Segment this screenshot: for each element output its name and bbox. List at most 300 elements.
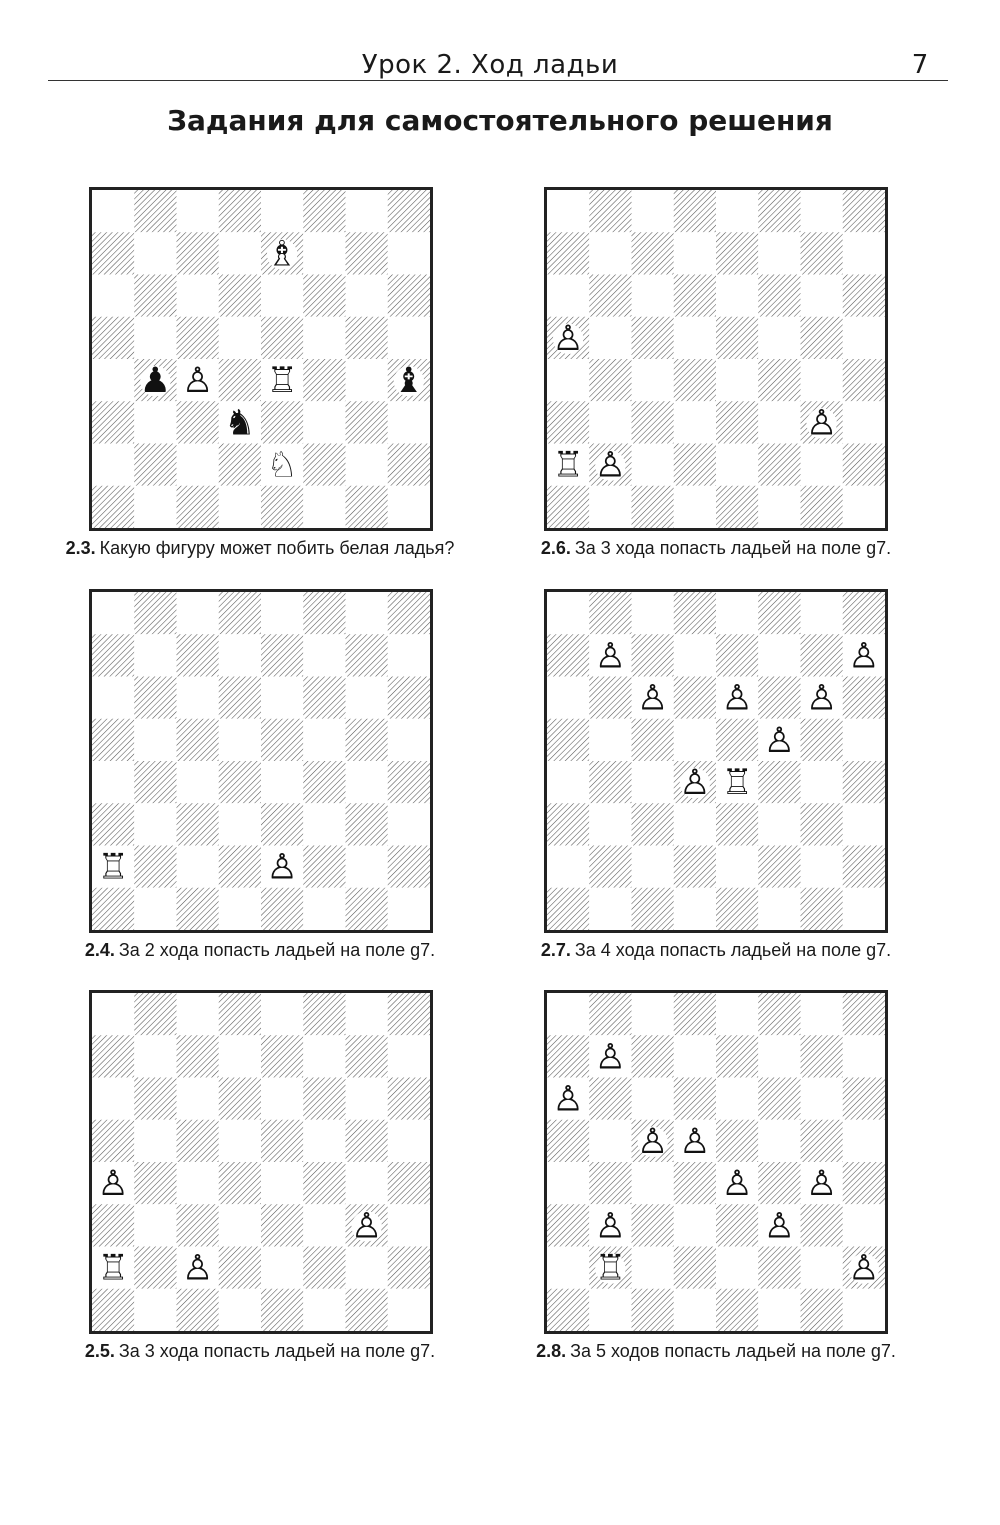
light-square xyxy=(632,1247,674,1289)
light-square xyxy=(134,401,176,443)
white-pawn-icon: ♙ xyxy=(679,1121,711,1162)
dark-square xyxy=(843,677,885,719)
dark-square xyxy=(134,993,176,1035)
light-square xyxy=(547,1162,589,1204)
dark-square xyxy=(716,1289,758,1331)
light-square xyxy=(547,993,589,1035)
light-square xyxy=(632,359,674,401)
light-square xyxy=(758,232,800,274)
dark-square xyxy=(346,888,388,930)
section-title: Задания для самостоятельного решения xyxy=(167,104,833,137)
light-square xyxy=(303,1035,345,1077)
light-square xyxy=(674,317,716,359)
dark-square xyxy=(589,275,631,317)
light-square xyxy=(261,592,303,634)
light-square xyxy=(632,846,674,888)
light-square xyxy=(674,1289,716,1331)
dark-square xyxy=(632,888,674,930)
dark-square xyxy=(674,993,716,1035)
light-square xyxy=(388,634,430,676)
light-square xyxy=(801,846,843,888)
light-square xyxy=(758,317,800,359)
diagram-caption xyxy=(50,1341,470,1362)
white-pawn-icon: ♙ xyxy=(350,1206,383,1247)
white-pawn-icon: ♙ xyxy=(848,636,880,677)
light-square xyxy=(801,1078,843,1120)
light-square xyxy=(843,317,885,359)
light-square xyxy=(346,444,388,486)
light-square xyxy=(92,359,134,401)
black-knight-icon: ♞ xyxy=(224,403,256,444)
light-square xyxy=(261,993,303,1035)
board-grid xyxy=(92,592,430,930)
light-square xyxy=(134,634,176,676)
dark-square xyxy=(219,846,261,888)
white-pawn-icon: ♙ xyxy=(763,1206,796,1247)
board-grid xyxy=(547,190,885,528)
dark-square xyxy=(346,719,388,761)
dark-square xyxy=(547,232,589,274)
dark-square xyxy=(843,846,885,888)
dark-square xyxy=(388,1162,430,1204)
dark-square xyxy=(303,1162,345,1204)
dark-square xyxy=(346,634,388,676)
dark-square xyxy=(219,677,261,719)
diagram-task-text: Какую фигуру может побить белая ладья? xyxy=(99,538,455,558)
light-square xyxy=(346,846,388,888)
dark-square xyxy=(92,1035,134,1077)
dark-square xyxy=(92,888,134,930)
light-square xyxy=(388,401,430,443)
chess-board xyxy=(89,589,433,933)
light-square xyxy=(177,275,219,317)
dark-square xyxy=(632,719,674,761)
dark-square xyxy=(632,1289,674,1331)
light-square xyxy=(674,1035,716,1077)
diagram-caption xyxy=(50,538,470,559)
dark-square xyxy=(843,592,885,634)
white-pawn-icon: ♙ xyxy=(805,678,838,719)
board-grid xyxy=(92,993,430,1331)
dark-square xyxy=(261,719,303,761)
dark-square xyxy=(589,592,631,634)
light-square xyxy=(589,1289,631,1331)
dark-square xyxy=(716,803,758,845)
dark-square xyxy=(177,803,219,845)
light-square xyxy=(547,275,589,317)
white-pawn-icon: ♙ xyxy=(97,1164,129,1205)
light-square xyxy=(632,275,674,317)
black-pawn-icon: ♟ xyxy=(139,361,172,402)
dark-square xyxy=(632,486,674,528)
light-square xyxy=(388,803,430,845)
dark-square xyxy=(303,359,345,401)
dark-square xyxy=(547,1035,589,1077)
dark-square xyxy=(261,803,303,845)
dark-square xyxy=(843,993,885,1035)
dark-square xyxy=(843,444,885,486)
dark-square xyxy=(134,1162,176,1204)
light-square xyxy=(92,993,134,1035)
dark-square xyxy=(177,401,219,443)
light-square xyxy=(758,803,800,845)
light-square xyxy=(801,190,843,232)
dark-square xyxy=(843,190,885,232)
dark-square xyxy=(674,677,716,719)
diagram-number: 2.5. xyxy=(84,1341,115,1361)
dark-square xyxy=(303,1078,345,1120)
white-pawn-icon: ♙ xyxy=(594,636,627,677)
light-square xyxy=(388,1120,430,1162)
white-rook-icon: ♖ xyxy=(266,361,298,402)
light-square xyxy=(134,1035,176,1077)
light-square xyxy=(674,719,716,761)
dark-square xyxy=(674,1162,716,1204)
light-square xyxy=(843,486,885,528)
dark-square xyxy=(388,592,430,634)
light-square xyxy=(134,317,176,359)
light-square xyxy=(589,719,631,761)
white-rook-icon: ♖ xyxy=(721,763,753,804)
dark-square xyxy=(843,1162,885,1204)
light-square xyxy=(303,803,345,845)
light-square xyxy=(589,486,631,528)
white-pawn-icon: ♙ xyxy=(679,763,711,804)
light-square xyxy=(219,1204,261,1246)
light-square xyxy=(547,592,589,634)
light-square xyxy=(589,888,631,930)
dark-square xyxy=(843,1078,885,1120)
light-square xyxy=(716,1247,758,1289)
page-number: 7 xyxy=(911,50,929,80)
light-square xyxy=(547,677,589,719)
light-square xyxy=(674,232,716,274)
light-square xyxy=(589,1120,631,1162)
light-square xyxy=(716,1078,758,1120)
white-pawn-icon: ♙ xyxy=(721,1164,753,1205)
dark-square xyxy=(716,1204,758,1246)
dark-square xyxy=(547,803,589,845)
light-square xyxy=(261,761,303,803)
light-square xyxy=(261,1078,303,1120)
diagram-caption xyxy=(50,940,470,961)
dark-square xyxy=(134,190,176,232)
light-square xyxy=(801,359,843,401)
light-square xyxy=(177,1162,219,1204)
dark-square xyxy=(177,1204,219,1246)
dark-square xyxy=(303,846,345,888)
diagram-task-text: За 5 ходов попасть ладьей на поле g7. xyxy=(570,1341,896,1361)
diagram-caption xyxy=(506,538,926,559)
dark-square xyxy=(346,1120,388,1162)
dark-square xyxy=(547,486,589,528)
light-square xyxy=(177,592,219,634)
white-rook-icon: ♖ xyxy=(552,445,584,486)
light-square xyxy=(134,486,176,528)
light-square xyxy=(219,719,261,761)
light-square xyxy=(303,719,345,761)
light-square xyxy=(177,444,219,486)
diagram-task-text: За 3 хода попасть ладьей на поле g7. xyxy=(574,538,892,558)
light-square xyxy=(801,592,843,634)
light-square xyxy=(261,275,303,317)
light-square xyxy=(843,232,885,274)
white-pawn-icon: ♙ xyxy=(552,1079,584,1120)
diagram-number: 2.3. xyxy=(65,538,96,558)
dark-square xyxy=(388,275,430,317)
light-square xyxy=(801,444,843,486)
dark-square xyxy=(177,232,219,274)
dark-square xyxy=(219,359,261,401)
dark-square xyxy=(674,359,716,401)
light-square xyxy=(303,401,345,443)
dark-square xyxy=(303,761,345,803)
light-square xyxy=(589,232,631,274)
dark-square xyxy=(177,719,219,761)
light-square xyxy=(632,190,674,232)
light-square xyxy=(632,1162,674,1204)
dark-square xyxy=(716,1035,758,1077)
dark-square xyxy=(388,190,430,232)
light-square xyxy=(674,1204,716,1246)
board-grid xyxy=(547,592,885,930)
light-square xyxy=(303,1120,345,1162)
light-square xyxy=(547,359,589,401)
light-square xyxy=(92,761,134,803)
light-square xyxy=(303,1204,345,1246)
dark-square xyxy=(134,1247,176,1289)
dark-square xyxy=(303,444,345,486)
dark-square xyxy=(177,1035,219,1077)
dark-square xyxy=(388,761,430,803)
dark-square xyxy=(674,1078,716,1120)
dark-square xyxy=(177,486,219,528)
white-pawn-icon: ♙ xyxy=(636,678,669,719)
light-square xyxy=(303,634,345,676)
white-pawn-icon: ♙ xyxy=(552,318,584,359)
light-square xyxy=(843,719,885,761)
dark-square xyxy=(547,888,589,930)
light-square xyxy=(801,993,843,1035)
dark-square xyxy=(134,677,176,719)
light-square xyxy=(261,1247,303,1289)
dark-square xyxy=(589,846,631,888)
light-square xyxy=(758,634,800,676)
light-square xyxy=(219,1035,261,1077)
dark-square xyxy=(758,1247,800,1289)
white-rook-icon: ♖ xyxy=(97,1248,129,1289)
dark-square xyxy=(92,719,134,761)
light-square xyxy=(346,1247,388,1289)
dark-square xyxy=(261,486,303,528)
dark-square xyxy=(758,1078,800,1120)
dark-square xyxy=(388,1247,430,1289)
dark-square xyxy=(547,634,589,676)
dark-square xyxy=(632,232,674,274)
white-pawn-icon: ♙ xyxy=(848,1248,880,1289)
dark-square xyxy=(177,888,219,930)
light-square xyxy=(134,803,176,845)
light-square xyxy=(303,1289,345,1331)
dark-square xyxy=(261,1120,303,1162)
light-square xyxy=(219,486,261,528)
white-rook-icon: ♖ xyxy=(594,1248,627,1289)
light-square xyxy=(843,1204,885,1246)
dark-square xyxy=(632,1204,674,1246)
dark-square xyxy=(632,401,674,443)
dark-square xyxy=(589,677,631,719)
light-square xyxy=(589,317,631,359)
light-square xyxy=(346,1078,388,1120)
light-square xyxy=(758,1120,800,1162)
light-square xyxy=(303,317,345,359)
light-square xyxy=(589,401,631,443)
light-square xyxy=(219,803,261,845)
light-square xyxy=(674,803,716,845)
dark-square xyxy=(632,634,674,676)
light-square xyxy=(92,1078,134,1120)
dark-square xyxy=(219,993,261,1035)
dark-square xyxy=(92,1204,134,1246)
white-pawn-icon: ♙ xyxy=(594,445,627,486)
dark-square xyxy=(674,1247,716,1289)
board-grid xyxy=(92,190,430,528)
light-square xyxy=(716,846,758,888)
light-square xyxy=(632,993,674,1035)
chess-board xyxy=(544,187,888,531)
dark-square xyxy=(261,401,303,443)
light-square xyxy=(219,317,261,359)
light-square xyxy=(843,401,885,443)
light-square xyxy=(547,846,589,888)
dark-square xyxy=(758,1162,800,1204)
light-square xyxy=(589,803,631,845)
light-square xyxy=(134,719,176,761)
light-square xyxy=(388,232,430,274)
light-square xyxy=(388,486,430,528)
white-pawn-icon: ♙ xyxy=(181,361,214,402)
light-square xyxy=(219,634,261,676)
white-knight-icon: ♘ xyxy=(266,445,298,486)
light-square xyxy=(632,1078,674,1120)
dark-square xyxy=(674,592,716,634)
light-square xyxy=(346,592,388,634)
dark-square xyxy=(346,486,388,528)
dark-square xyxy=(674,444,716,486)
dark-square xyxy=(716,486,758,528)
diagram-number: 2.8. xyxy=(536,1341,567,1361)
light-square xyxy=(843,803,885,845)
dark-square xyxy=(589,993,631,1035)
dark-square xyxy=(92,486,134,528)
dark-square xyxy=(632,1035,674,1077)
white-pawn-icon: ♙ xyxy=(594,1037,627,1078)
dark-square xyxy=(843,359,885,401)
dark-square xyxy=(801,1289,843,1331)
dark-square xyxy=(261,317,303,359)
dark-square xyxy=(801,803,843,845)
dark-square xyxy=(758,846,800,888)
dark-square xyxy=(219,1162,261,1204)
white-pawn-icon: ♙ xyxy=(721,678,753,719)
dark-square xyxy=(261,634,303,676)
light-square xyxy=(547,761,589,803)
dark-square xyxy=(134,592,176,634)
white-pawn-icon: ♙ xyxy=(763,720,796,761)
dark-square xyxy=(716,634,758,676)
chess-board xyxy=(544,589,888,933)
light-square xyxy=(843,888,885,930)
dark-square xyxy=(632,803,674,845)
dark-square xyxy=(388,993,430,1035)
diagram-number: 2.7. xyxy=(540,940,571,960)
white-rook-icon: ♖ xyxy=(97,847,129,888)
dark-square xyxy=(801,232,843,274)
dark-square xyxy=(716,1120,758,1162)
dark-square xyxy=(716,317,758,359)
dark-square xyxy=(716,719,758,761)
light-square xyxy=(134,1289,176,1331)
dark-square xyxy=(758,444,800,486)
light-square xyxy=(134,888,176,930)
light-square xyxy=(801,761,843,803)
dark-square xyxy=(632,317,674,359)
dark-square xyxy=(801,1120,843,1162)
dark-square xyxy=(716,232,758,274)
light-square xyxy=(303,888,345,930)
light-square xyxy=(92,677,134,719)
light-square xyxy=(303,232,345,274)
light-square xyxy=(716,444,758,486)
light-square xyxy=(388,888,430,930)
dark-square xyxy=(589,359,631,401)
light-square xyxy=(177,190,219,232)
light-square xyxy=(674,888,716,930)
dark-square xyxy=(92,1289,134,1331)
light-square xyxy=(716,359,758,401)
dark-square xyxy=(303,677,345,719)
light-square xyxy=(92,444,134,486)
dark-square xyxy=(388,444,430,486)
diagram-task-text: За 3 хода попасть ладьей на поле g7. xyxy=(118,1341,436,1361)
header-divider xyxy=(48,80,948,81)
diagram-number: 2.4. xyxy=(84,940,115,960)
light-square xyxy=(346,993,388,1035)
dark-square xyxy=(92,803,134,845)
dark-square xyxy=(261,888,303,930)
diagram-number: 2.6. xyxy=(540,538,571,558)
dark-square xyxy=(346,401,388,443)
dark-square xyxy=(674,190,716,232)
dark-square xyxy=(303,1247,345,1289)
white-pawn-icon: ♙ xyxy=(636,1121,669,1162)
diagram-caption xyxy=(506,1341,926,1362)
dark-square xyxy=(801,888,843,930)
light-square xyxy=(843,1120,885,1162)
dark-square xyxy=(92,1120,134,1162)
light-square xyxy=(758,1289,800,1331)
chess-board xyxy=(544,990,888,1334)
light-square xyxy=(177,846,219,888)
light-square xyxy=(261,677,303,719)
dark-square xyxy=(801,634,843,676)
dark-square xyxy=(134,846,176,888)
light-square xyxy=(758,1035,800,1077)
dark-square xyxy=(92,317,134,359)
light-square xyxy=(92,592,134,634)
light-square xyxy=(346,1162,388,1204)
light-square xyxy=(177,677,219,719)
